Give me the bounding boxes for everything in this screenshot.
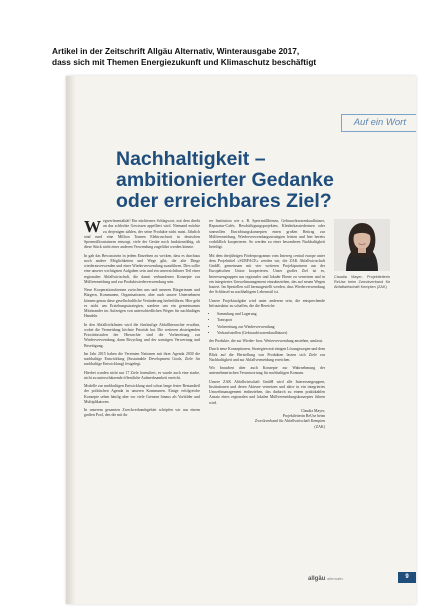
paragraph: rer Institution wie z. B. Sperrmüllbörsen, Gebrauchtwarenkaufhäuser, Reparatur-Cafés, Beschäftigungsprojekten, Kleiderkassiederinen oder sinnvollen Einrichtungskonzepten einen großen Beitrag zur Müllvermeidung, Wiederverwendungsstrategien leisten und hier bereits vorbildlich kooperieren. So werden zu einer besonderen Nachhaltigkeit beteiligt. — [209, 219, 325, 250]
paragraph: In unserem gesamten Zweckverbandsgebiet schöpfen wir aus einem großen Pool, den die mit ihr — [84, 408, 200, 418]
author-org: Zweckverband für Abfallwirtschaft Kempten — [254, 419, 325, 424]
article-column-2 — [209, 219, 325, 430]
bullet-list — [209, 312, 325, 336]
paragraph: Mit dem dreijährigen Förderprogramm vom Interreg central europe unter dem Projekttitel »SURFACE« werden wir, die ZAK Abfallwirtschaft GmbH, gemeinsam mit vier weiteren Projektpartnern aus der Europäischen Union kooperieren. Unser großes Ziel ist es, Interessengruppen aus regionaler und lokaler Ebene zu vernetzen und in ein integriertes Umweltmanagement einzubeziehen, das auf neuen Wegen basiert. Im Speziellen soll herausgestellt werden, dass Wiederverwendung der Schlüssel zu nachhaltigem Lebensstil ist. — [209, 253, 325, 295]
author-role: Projektleiterin ReUse beim — [282, 414, 325, 418]
headline-line-1: Nachhaltigkeit – — [116, 148, 266, 170]
magazine-logo: allgäu alternativ — [308, 576, 344, 582]
list-item: • Sammlung und Lagerung — [217, 312, 325, 317]
caption-line-1: Artikel in der Zeitschrift Allgäu Alternativ, Winterausgabe 2017, — [52, 46, 300, 56]
list-item: • Transport — [217, 318, 325, 323]
paragraph: Im Jahr 2015 haben die Vereinten Nationen mit ihrer Agenda 2030 die nachhaltige Entwicklung (Sustainable Development Goals, Ziele für nachhaltige Entwicklung) festgelegt. — [84, 351, 200, 367]
headline-line-2: ambitionierter Gedanke — [116, 169, 334, 191]
magazine-page-scan — [66, 76, 416, 604]
section-kicker: Auf ein Wort — [341, 114, 416, 132]
author-org-abbr: (ZAK) — [314, 424, 325, 429]
list-item: • Vorbereitung zur Wiederverwendung — [217, 325, 325, 330]
paragraph: In gab das Bewusstsein in jedem Einzelnen zu wecken, dass es durchaus noch andere Möglichkeiten und Wege gibt, die alte Dinge wiederzuverwenden und einer Wiederverwendung zuzuführen. Dies sollte eine unserer wichtigsten Aufgaben sein und ein unverzichtbarer Teil einer regionalen Abfallwirtschaft, die damit verbundenen Konzepte zur Müllvermeidung und zur Produktwiederverwendung sein. — [84, 253, 200, 284]
page-fold-shadow — [66, 76, 76, 604]
headline-line-3: oder erreichbares Ziel? — [116, 190, 332, 212]
paragraph: Wir brauchen aber auch Konzepte zur Wahrnehmung der unternehmerischen Verantwortung für nachhaltigen Konsum. — [209, 366, 325, 376]
paragraph: In den Abfallrichtlinien wird die fünfstufige Abfallhierarchie erwähnt, wobei die Vermeidung höchste Priorität hat. Die weiteren absteigenden Prioritätsstufen der Hierarchie sind die Vorbereitung zur Wiederverwendung, dann Recycling und der sonstigen Verwertung und Beseitigung. — [84, 322, 200, 348]
magazine-logo-sub: alternativ — [327, 576, 344, 581]
article-column-1 — [84, 219, 200, 422]
paragraph: Durch neue Konzeptionen, Strategien mit einigen Lösungswegen und dem Blick auf die Herstellung von Produkten lassen sich Ziele zur Nachhaltigkeit und zur Abfallvermeidung erreichen. — [209, 347, 325, 362]
author-signature — [209, 409, 325, 430]
paragraph: Unsere Projektaufgabe wird unter anderem sein, die entsprechende Infrastruktur zu schaffen, die die Bereiche — [209, 298, 325, 308]
paragraph: Hierbei wurden nicht nur 17 Ziele formuliert, es wurde auch eine starke, nicht zu unterschätzende öffentliche Aufmerksamkeit erreicht. — [84, 370, 200, 380]
article-headline — [116, 149, 406, 212]
author-photo — [334, 219, 390, 271]
drop-cap: W — [84, 217, 101, 236]
paragraph: Modelle zur nachhaltigen Entwicklung sind schon lange fester Bestandteil der politischen Agenda in unseren Kommunen. Einige erfolgreiche Konzepte sehen häufig aber vor viele Grenzen hinaus als Vorbilder und Multiplikatoren. — [84, 384, 200, 404]
photo-caption: Claudia Mayer, Projektleiterin ReUse beim Zweckverband für Abfallwirtschaft Kempten (ZAK) — [334, 275, 390, 289]
paragraph: Unsere ZAK Abfallwirtschaft GmbH wird alle Interessengruppen, Institutionen und deren Akteure vernetzen und aktiv in ein integriertes Umweltmanagement einbeziehen, das dadurch zu einem praktikablen Ansatz eines regionalen und lokalen Müllvermeidungskonzeptes führen wird. — [209, 379, 325, 405]
caption-line-2: dass sich mit Themen Energiezukunft und Klimaschutz beschäftigt — [52, 56, 317, 67]
author-name: Claudia Mayer, — [300, 408, 325, 413]
page-number: 9 — [398, 572, 416, 583]
paragraph: Neue Kooperationsformen zwischen uns und unseren Bürgerinnen und Bürgern, Kommunen, Organisationen, aber auch unsere Unternehmen können genau diese gesellschaftliche Veränderung herbeiführen. Hier geht es nicht um Erziehungsstrategien, sondern um ein gemeinsames Miteinander im Aufzeigen von unterschiedlichen Wegen für nachhaltiges Handeln. — [84, 288, 200, 319]
list-item: • Verkaufsstellen (Gebrauchtwarenkaufhäuser) — [217, 331, 325, 336]
paragraph: Wegwerfmentalität! Ein nüchternes Schlagwort, mit dem direkt an das schlechte Gewissen appelliert wird. Niemand möchte zu derjenigen zählen, der seine Produkte nicht nutzt. Jährlich sind rund eine Million Tonnen Elektroschrott in deutschen Sperrmüllcontainern entsorgt, viele der Geräte noch funktionsfähig, ob diese Stück nicht einer anderen Verwendung zugeführt werden könnte. — [84, 217, 200, 250]
document-caption — [52, 46, 412, 67]
paragraph: der Produkte, die zur Wieder- bzw. Weiterverwendung anstehen, umfasst. — [209, 339, 324, 343]
portrait-image — [334, 219, 390, 271]
